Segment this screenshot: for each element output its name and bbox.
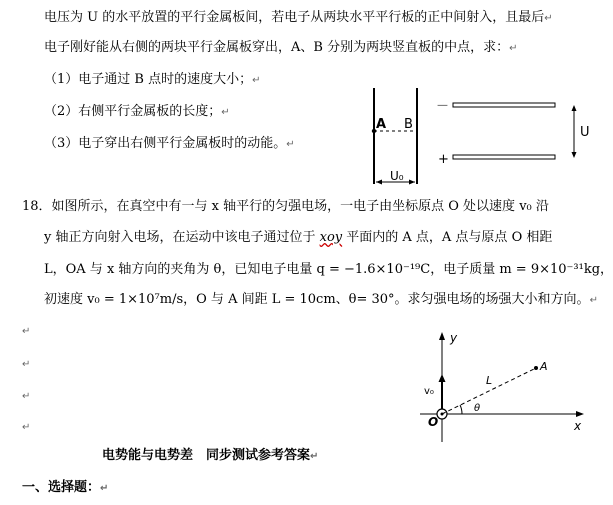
u0-arrow-right-head	[409, 180, 415, 185]
label-o: O	[428, 415, 439, 429]
bottom-horizontal-plate	[453, 155, 555, 159]
label-a: A	[376, 117, 387, 132]
minus-sign: －	[436, 99, 450, 114]
u0-arrow-left-head	[376, 180, 382, 185]
section-heading: 一、选择题：↵	[22, 480, 109, 495]
p17-question-2: （2）右侧平行金属板的长度；↵	[44, 104, 230, 119]
p17-figure	[360, 84, 594, 194]
p18-figure	[416, 330, 590, 450]
top-horizontal-plate	[453, 103, 555, 107]
y-axis-arrow	[439, 332, 445, 340]
label-b: B	[404, 117, 413, 132]
label-v0: v₀	[424, 386, 434, 397]
p18-line1: 18．如图所示，在真空中有一与 x 轴平行的匀强电场，一电子由坐标原点 O 处以速度 v₀ 沿	[22, 199, 549, 214]
p17-intro-line1: 电压为 U 的水平放置的平行金属板间，若电子从两块水平平行板的正中间射入，且最后↵	[44, 10, 553, 25]
u-arrow-top-head	[572, 105, 577, 111]
label-l: L	[486, 374, 493, 387]
label-u: U	[580, 125, 590, 140]
label-theta: θ	[474, 403, 481, 414]
p18-line4: 初速度 v₀ = 1×10⁷m/s，O 与 A 间距 L = 10cm、θ= 30°。求匀强电场的场强大小和方向。↵	[44, 292, 598, 307]
answer-title: 电势能与电势差 同步测试参考答案↵	[102, 448, 319, 463]
plus-sign: +	[438, 152, 449, 167]
empty-para-mark: ↵	[22, 391, 31, 402]
u-arrow-bottom-head	[572, 152, 577, 158]
v0-arrow-head	[439, 374, 446, 382]
empty-para-mark: ↵	[22, 422, 31, 433]
point-a-dot	[534, 366, 538, 370]
empty-para-mark: ↵	[22, 359, 31, 370]
empty-para-mark: ↵	[22, 326, 31, 337]
label-y: y	[450, 331, 458, 345]
label-a: A	[540, 360, 548, 373]
p18-line2: y 轴正方向射入电场，在运动中该电子通过位于 xoy 平面内的 A 点，A 点与原点 O 相距	[44, 230, 553, 245]
label-u0: U₀	[390, 169, 404, 183]
label-x: x	[574, 419, 582, 433]
p17-question-3: （3）电子穿出右侧平行金属板时的动能。↵	[44, 136, 295, 151]
x-axis-arrow	[576, 411, 584, 417]
p17-intro-line2: 电子刚好能从右侧的两块平行金属板穿出，A、B 分别为两块竖直板的中点，求：↵	[44, 40, 518, 55]
p18-line3: L，OA 与 x 轴方向的夹角为 θ，已知电子电量 q = −1.6×10⁻¹⁹C，电子质量 m = 9×10⁻³¹kg，	[44, 262, 613, 277]
p17-question-1: （1）电子通过 B 点时的速度大小；↵	[44, 72, 261, 87]
theta-arc	[460, 405, 462, 414]
